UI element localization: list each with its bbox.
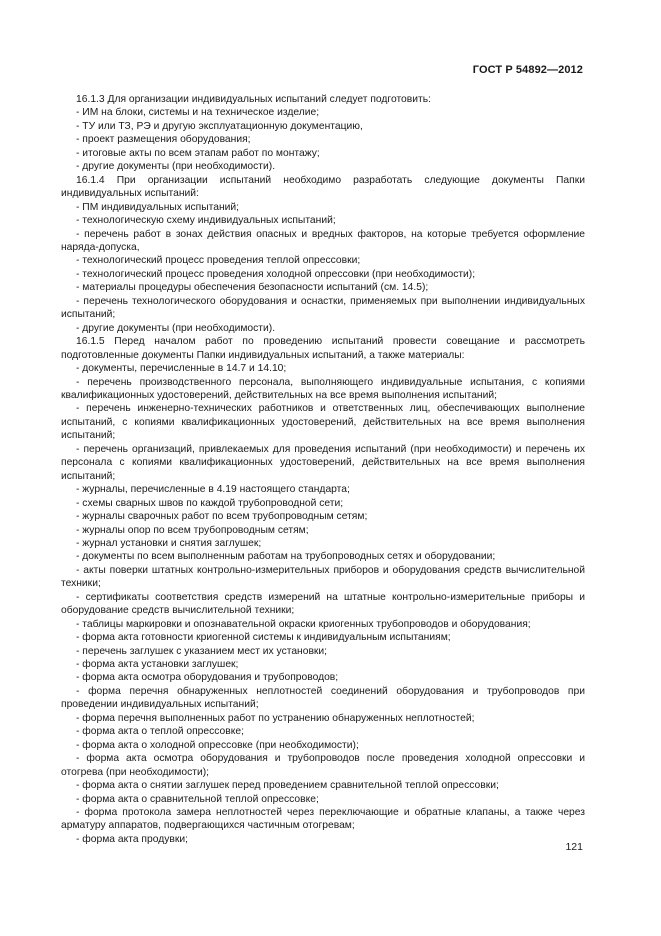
- document-body: [61, 93, 585, 846]
- list-item: - сертификаты соответствия средств измерений на штатные контрольно-измерительные приборы и оборудование средств вычислительной техники;: [61, 591, 585, 617]
- list-item: - форма акта о теплой опрессовке;: [76, 726, 244, 738]
- list-item: - материалы процедуры обеспечения безопасности испытаний (см. 14.5);: [76, 282, 429, 294]
- list-item: - форма акта осмотра оборудования и трубопроводов;: [76, 672, 339, 684]
- list-item: - ПМ индивидуальных испытаний;: [76, 201, 240, 213]
- list-item: - форма акта о холодной опрессовке (при необходимости);: [76, 739, 359, 751]
- list-item: - технологический процесс проведения холодной опрессовки (при необходимости);: [76, 268, 476, 280]
- list-item: - другие документы (при необходимости).: [76, 322, 276, 334]
- list-item: - форма перечня обнаруженных неплотностей соединений оборудования и трубопроводов при проведении индивидуальных испытаний;: [61, 685, 585, 711]
- list-item: - итоговые акты по всем этапам работ по монтажу;: [76, 147, 320, 159]
- list-item: - форма акта готовности криогенной системы к индивидуальным испытаниям;: [76, 632, 451, 644]
- list-item: - перечень организаций, привлекаемых для проведения испытаний (при необходимости) и перечень их персонала с копиями квалификационных удостоверений, действительных на все время выполнения испытаний;: [61, 443, 585, 482]
- list-item: - форма акта установки заглушек;: [76, 659, 239, 671]
- list-item: - ТУ или ТЗ, РЭ и другую эксплуатационную документацию,: [76, 120, 363, 132]
- list-item: - форма акта осмотра оборудования и трубопроводов после проведения холодной опрессовки и отогрева (при необходимости);: [61, 753, 585, 778]
- list-item: - перечень инженерно-технических работников и ответственных лиц, обеспечивающих выполнение испытаний, с копиями квалификационных удостоверений, действительных на все время выполнения испытаний;: [61, 403, 585, 442]
- list-item: - технологический процесс проведения теплой опрессовки;: [76, 255, 361, 267]
- list-item: - перечень работ в зонах действия опасных и вредных факторов, на которые требуется оформление наряда-допуска,: [61, 228, 585, 253]
- list-item: - документы, перечисленные в 14.7 и 14.10;: [76, 363, 287, 375]
- list-item: - другие документы (при необходимости).: [76, 161, 276, 173]
- list-item: - журналы, перечисленные в 4.19 настоящего стандарта;: [76, 484, 350, 496]
- paragraph: 16.1.4 При организации испытаний необходимо разработать следующие документы Папки индивидуальных испытаний:: [61, 174, 585, 200]
- list-item: - акты поверки штатных контрольно-измерительных приборов и оборудования средств вычислительной техники;: [61, 564, 585, 590]
- list-item: - перечень производственного персонала, выполняющего индивидуальные испытания, с копиями квалификационных удостоверений, действительных на все время выполнения испытаний;: [61, 376, 585, 401]
- list-item: - форма перечня выполненных работ по устранению обнаруженных неплотностей;: [76, 712, 475, 724]
- list-item: - журнал установки и снятия заглушек;: [76, 537, 262, 549]
- list-item: - ИМ на блоки, системы и на техническое изделие;: [76, 107, 320, 119]
- document-header: ГОСТ Р 54892—2012: [472, 64, 583, 76]
- list-item: - форма акта о снятии заглушек перед проведением сравнительной теплой опрессовки;: [76, 780, 499, 792]
- list-item: - форма акта продувки;: [76, 833, 188, 845]
- list-item: - журналы сварочных работ по всем трубопроводным сетям;: [76, 511, 368, 523]
- list-item: - схемы сварных швов по каждой трубопроводной сети;: [76, 497, 344, 509]
- page-number: 121: [565, 841, 583, 853]
- paragraph: 16.1.5 Перед началом работ по проведению испытаний провести совещание и рассмотреть подготовленные документы Папки индивидуальных испытаний, а также материалы:: [61, 336, 585, 361]
- paragraph: 16.1.3 Для организации индивидуальных испытаний следует подготовить:: [76, 94, 431, 105]
- list-item: - форма акта о сравнительной теплой опрессовке;: [76, 793, 319, 805]
- list-item: - проект размещения оборудования;: [76, 134, 251, 146]
- list-item: - технологическую схему индивидуальных испытаний;: [76, 215, 336, 227]
- list-item: - таблицы маркировки и опознавательной окраски криогенных трубопроводов и оборудования;: [76, 618, 531, 630]
- list-item: - перечень заглушек с указанием мест их установки;: [76, 645, 328, 657]
- list-item: - форма протокола замера неплотностей через переключающие и обратные клапаны, а также через арматуру аппаратов, подвергающихся частичным отогревам;: [61, 807, 585, 832]
- list-item: - журналы опор по всем трубопроводным сетям;: [76, 524, 309, 536]
- list-item: - документы по всем выполненным работам на трубопроводных сетях и оборудовании;: [76, 551, 496, 563]
- list-item: - перечень технологического оборудования и оснастки, применяемых при выполнении индивидуальных испытаний;: [61, 295, 585, 321]
